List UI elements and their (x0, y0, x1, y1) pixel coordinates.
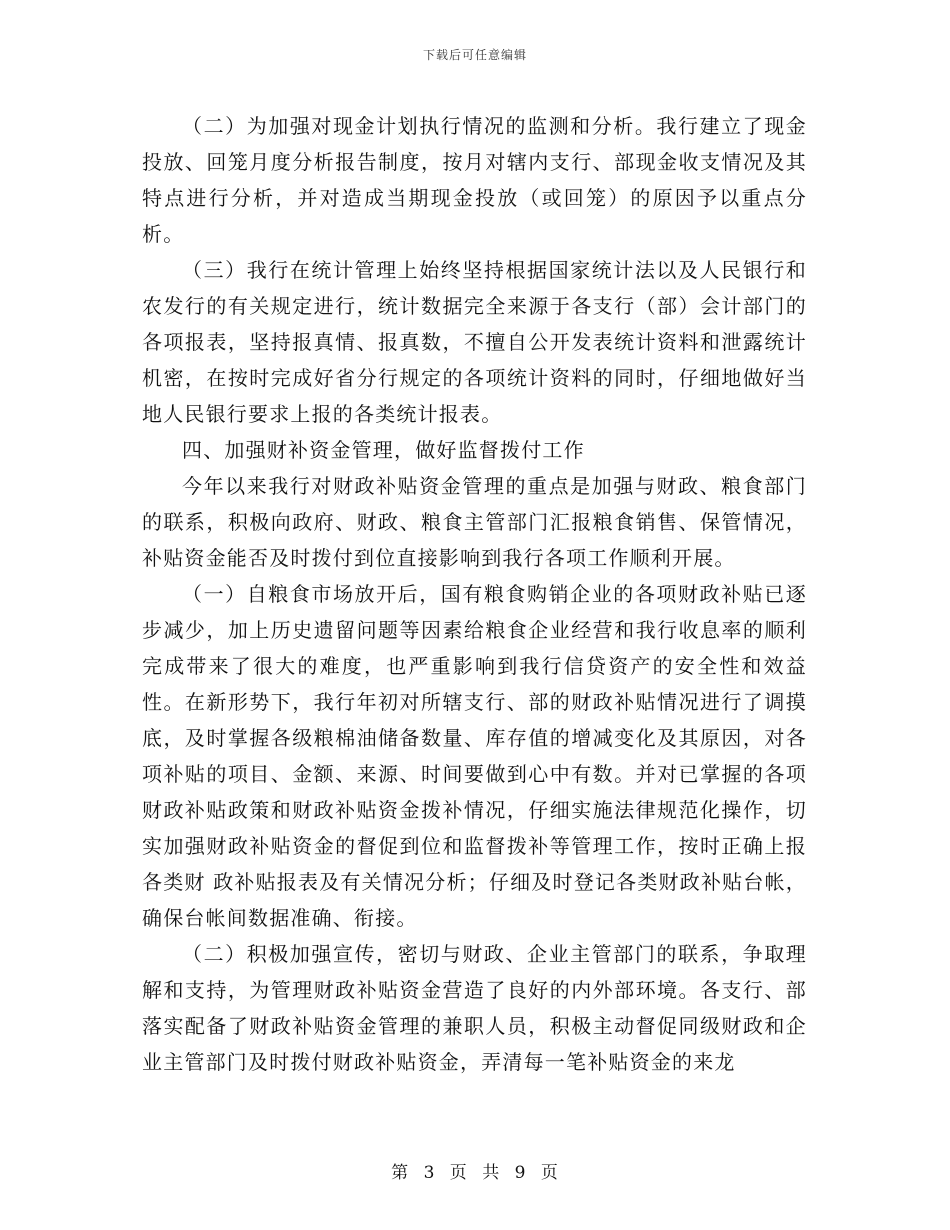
footer-total-word: 共 (482, 1163, 501, 1183)
footer-total-pages: 9 (514, 1163, 527, 1183)
paragraph-statistics-management: （三）我行在统计管理上始终坚持根据国家统计法以及人民银行和农发行的有关规定进行，统计数据完全来源于各支行（部）会计部门的各项报表，坚持报真情、报真数，不擅自公开发表统计资料和泄露统计机密，在按时完成好省分行规定的各项统计资料的同时，仔细地做好当地人民银行要求上报的各类统计报表。 (142, 258, 807, 426)
paragraph-subsidy-item-one: （一）自粮食市场放开后，国有粮食购销企业的各项财政补贴已逐步减少，加上历史遗留问题等因素给粮食企业经营和我行收息率的顺利完成带来了很大的难度，也严重影响到我行信贷资产的安全性和效益性。在新形势下，我行年初对所辖支行、部的财政补贴情况进行了调摸底，及时掌握各级粮棉油储备数量、库存值的增减变化及其原因，对各项补贴的项目、金额、来源、时间要做到心中有数。并对已掌握的各项财政补贴政策和财政补贴资金拨补情况，仔细实施法律规范化操作，切实加强财政补贴资金的督促到位和监督拨补等管理工作，按时正确上报各类财 政补贴报表及有关情况分析；仔细及时登记各类财政补贴台帐，确保台帐间数据准确、衔接。 (142, 582, 807, 930)
page-footer (0, 1158, 950, 1183)
body-text (142, 108, 807, 1080)
paragraph-subsidy-focus: 今年以来我行对财政补贴资金管理的重点是加强与财政、粮食部门的联系，积极向政府、财政、粮食主管部门汇报粮食销售、保管情况，补贴资金能否及时拨付到位直接影响到我行各项工作顺利开展。 (142, 474, 807, 570)
paragraph-cash-plan-monitoring: （二）为加强对现金计划执行情况的监测和分析。我行建立了现金投放、回笼月度分析报告制度，按月对辖内支行、部现金收支情况及其特点进行分析，并对造成当期现金投放（或回笼）的原因予以重点分析。 (142, 114, 807, 246)
footer-current-page: 3 (423, 1163, 436, 1183)
footer-suffix: 页 (540, 1163, 559, 1183)
paragraph-subsidy-item-two: （二）积极加强宣传，密切与财政、企业主管部门的联系，争取理解和支持，为管理财政补贴资金营造了良好的内外部环境。各支行、部落实配备了财政补贴资金管理的兼职人员，积极主动督促同级财政和企业主管部门及时拨付财政补贴资金，弄清每一笔补贴资金的来龙 (142, 942, 807, 1074)
footer-prefix: 第 (391, 1163, 410, 1183)
footer-page-word: 页 (449, 1163, 468, 1183)
header-note: 下载后可任意编辑 (422, 48, 527, 62)
section-heading-subsidy-management: 四、加强财补资金管理，做好监督拨付工作 (182, 438, 585, 462)
